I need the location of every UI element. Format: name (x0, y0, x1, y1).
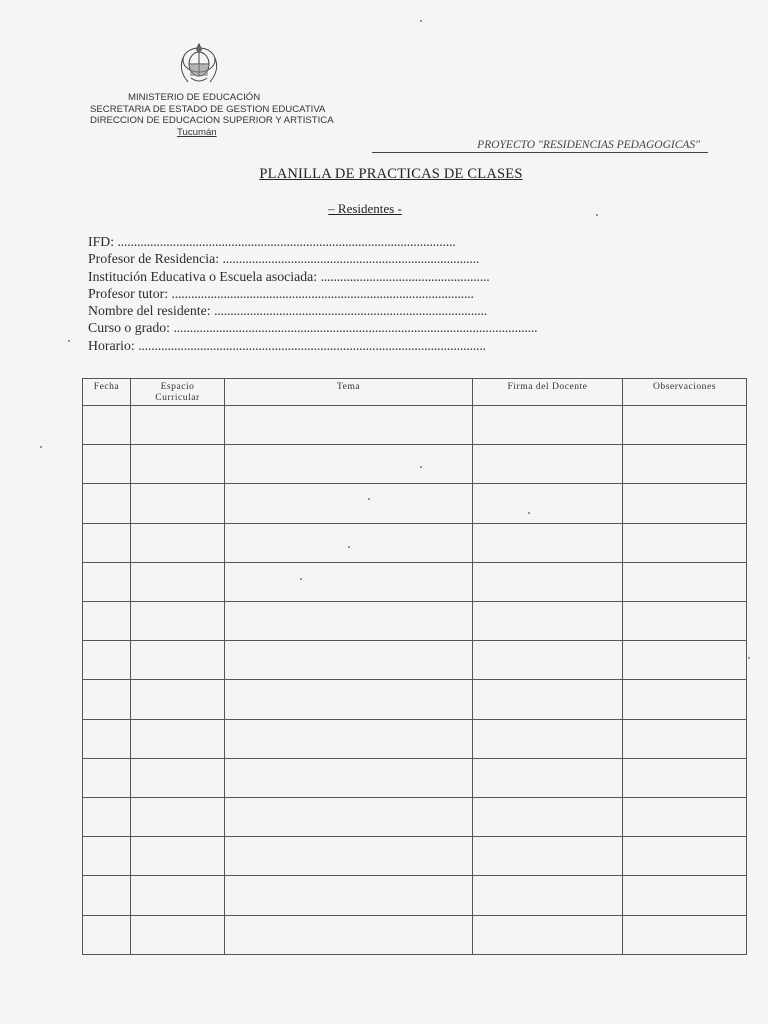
field-label: Profesor de Residencia: (88, 251, 220, 267)
secretariat-name: SECRETARIA DE ESTADO DE GESTION EDUCATIVA (90, 103, 326, 115)
field-curso-grado[interactable] (88, 319, 618, 336)
table-cell-tema[interactable] (225, 641, 473, 680)
column-header-fecha: Fecha (83, 379, 131, 406)
page-subtitle (0, 201, 730, 217)
table-row (83, 562, 747, 601)
table-row (83, 798, 747, 837)
table-cell-observaciones[interactable] (623, 562, 747, 601)
table-cell-tema[interactable] (225, 680, 473, 719)
table-cell-espacio-curricular[interactable] (131, 837, 225, 876)
table-cell-fecha[interactable] (83, 837, 131, 876)
table-cell-espacio-curricular[interactable] (131, 915, 225, 954)
table-cell-observaciones[interactable] (623, 719, 747, 758)
field-dots: ............................................................................................. (171, 285, 474, 301)
table-row (83, 406, 747, 445)
table-cell-firma-docente[interactable] (473, 641, 623, 680)
column-header-espacio-curricular: Espacio Curricular (131, 379, 225, 406)
table-cell-espacio-curricular[interactable] (131, 680, 225, 719)
table-cell-tema[interactable] (225, 915, 473, 954)
page-title-text: PLANILLA DE PRACTICAS DE CLASES (259, 166, 523, 182)
table-cell-espacio-curricular[interactable] (131, 445, 225, 484)
table-cell-firma-docente[interactable] (473, 602, 623, 641)
field-dots: ................................................................................................................ (173, 320, 538, 336)
field-institucion-educativa[interactable] (88, 268, 618, 285)
table-row (83, 680, 747, 719)
table-cell-tema[interactable] (225, 406, 473, 445)
table-cell-espacio-curricular[interactable] (131, 798, 225, 837)
table-cell-observaciones[interactable] (623, 680, 747, 719)
field-nombre-residente[interactable] (88, 302, 618, 319)
field-dots: ........................................................................................................... (138, 337, 486, 353)
table-cell-espacio-curricular[interactable] (131, 523, 225, 562)
field-dots: ............................................................................... (222, 251, 480, 267)
table-cell-tema[interactable] (225, 837, 473, 876)
table-cell-observaciones[interactable] (623, 758, 747, 797)
table-cell-observaciones[interactable] (623, 876, 747, 915)
field-horario[interactable] (88, 337, 618, 354)
table-cell-observaciones[interactable] (623, 798, 747, 837)
field-label: Profesor tutor: (88, 285, 169, 301)
table-cell-fecha[interactable] (83, 915, 131, 954)
field-profesor-residencia[interactable] (88, 250, 618, 267)
page-subtitle-text: – Residentes - (328, 201, 402, 216)
table-row (83, 876, 747, 915)
table-cell-firma-docente[interactable] (473, 484, 623, 523)
table-row (83, 523, 747, 562)
table-cell-observaciones[interactable] (623, 484, 747, 523)
table-cell-fecha[interactable] (83, 562, 131, 601)
table-cell-firma-docente[interactable] (473, 406, 623, 445)
table-cell-fecha[interactable] (83, 798, 131, 837)
table-row (83, 758, 747, 797)
table-cell-firma-docente[interactable] (473, 523, 623, 562)
table-row (83, 445, 747, 484)
table-row (83, 484, 747, 523)
table-row (83, 719, 747, 758)
column-header-tema: Tema (225, 379, 473, 406)
table-cell-fecha[interactable] (83, 876, 131, 915)
column-header-firma-docente: Firma del Docente (473, 379, 623, 406)
direction-name: DIRECCION DE EDUCACION SUPERIOR Y ARTISTICA (90, 115, 334, 126)
field-dots: .................................................... (320, 268, 490, 284)
table-header-row (83, 379, 747, 406)
page-title (0, 166, 768, 183)
table-cell-tema[interactable] (225, 719, 473, 758)
table-cell-espacio-curricular[interactable] (131, 641, 225, 680)
table-cell-espacio-curricular[interactable] (131, 876, 225, 915)
table-cell-tema[interactable] (225, 758, 473, 797)
table-cell-tema[interactable] (225, 798, 473, 837)
table-cell-fecha[interactable] (83, 406, 131, 445)
table-row (83, 915, 747, 954)
project-name: PROYECTO "RESIDENCIAS PEDAGOGICAS" (372, 139, 708, 153)
table-cell-espacio-curricular[interactable] (131, 719, 225, 758)
field-label: IFD: (88, 234, 115, 249)
field-label: Horario: (88, 337, 135, 353)
table-cell-observaciones[interactable] (623, 406, 747, 445)
table-cell-tema[interactable] (225, 602, 473, 641)
table-cell-fecha[interactable] (83, 758, 131, 797)
table-cell-espacio-curricular[interactable] (131, 758, 225, 797)
table-cell-tema[interactable] (225, 484, 473, 523)
table-cell-fecha[interactable] (83, 445, 131, 484)
table-cell-firma-docente[interactable] (473, 680, 623, 719)
table-cell-fecha[interactable] (83, 680, 131, 719)
table-cell-observaciones[interactable] (623, 837, 747, 876)
field-ifd[interactable] (88, 233, 618, 250)
table-row (83, 641, 747, 680)
institution-header (90, 92, 370, 138)
table-cell-observaciones[interactable] (623, 523, 747, 562)
table-cell-tema[interactable] (225, 523, 473, 562)
table-cell-fecha[interactable] (83, 484, 131, 523)
table-cell-espacio-curricular[interactable] (131, 602, 225, 641)
table-cell-fecha[interactable] (83, 641, 131, 680)
column-header-observaciones: Observaciones (623, 379, 747, 406)
field-profesor-tutor[interactable] (88, 285, 618, 302)
table-cell-observaciones[interactable] (623, 915, 747, 954)
field-dots: ........................................................................................................ (117, 234, 456, 249)
coat-of-arms-icon (176, 40, 222, 92)
table-cell-firma-docente[interactable] (473, 562, 623, 601)
table-cell-fecha[interactable] (83, 602, 131, 641)
table-cell-firma-docente[interactable] (473, 758, 623, 797)
table-cell-observaciones[interactable] (623, 445, 747, 484)
table-cell-observaciones[interactable] (623, 641, 747, 680)
table-cell-firma-docente[interactable] (473, 719, 623, 758)
table-body (83, 406, 747, 955)
form-fields (88, 233, 618, 354)
table-cell-firma-docente[interactable] (473, 915, 623, 954)
city-name: Tucumán (177, 126, 217, 138)
field-dots: .................................................................................... (214, 303, 487, 319)
table-cell-espacio-curricular[interactable] (131, 406, 225, 445)
ministry-name: MINISTERIO DE EDUCACIÓN (128, 92, 261, 103)
table-cell-tema[interactable] (225, 445, 473, 484)
table-cell-firma-docente[interactable] (473, 837, 623, 876)
table-row (83, 602, 747, 641)
field-label: Institución Educativa o Escuela asociada: (88, 268, 318, 284)
practice-table (82, 378, 747, 955)
table-row (83, 837, 747, 876)
table-cell-fecha[interactable] (83, 719, 131, 758)
table-cell-espacio-curricular[interactable] (131, 562, 225, 601)
table-cell-espacio-curricular[interactable] (131, 484, 225, 523)
table-cell-tema[interactable] (225, 562, 473, 601)
table-cell-firma-docente[interactable] (473, 876, 623, 915)
table-cell-firma-docente[interactable] (473, 445, 623, 484)
table-cell-observaciones[interactable] (623, 602, 747, 641)
field-label: Curso o grado: (88, 320, 171, 336)
table-cell-tema[interactable] (225, 876, 473, 915)
field-label: Nombre del residente: (88, 303, 211, 319)
table-cell-fecha[interactable] (83, 523, 131, 562)
table-cell-firma-docente[interactable] (473, 798, 623, 837)
